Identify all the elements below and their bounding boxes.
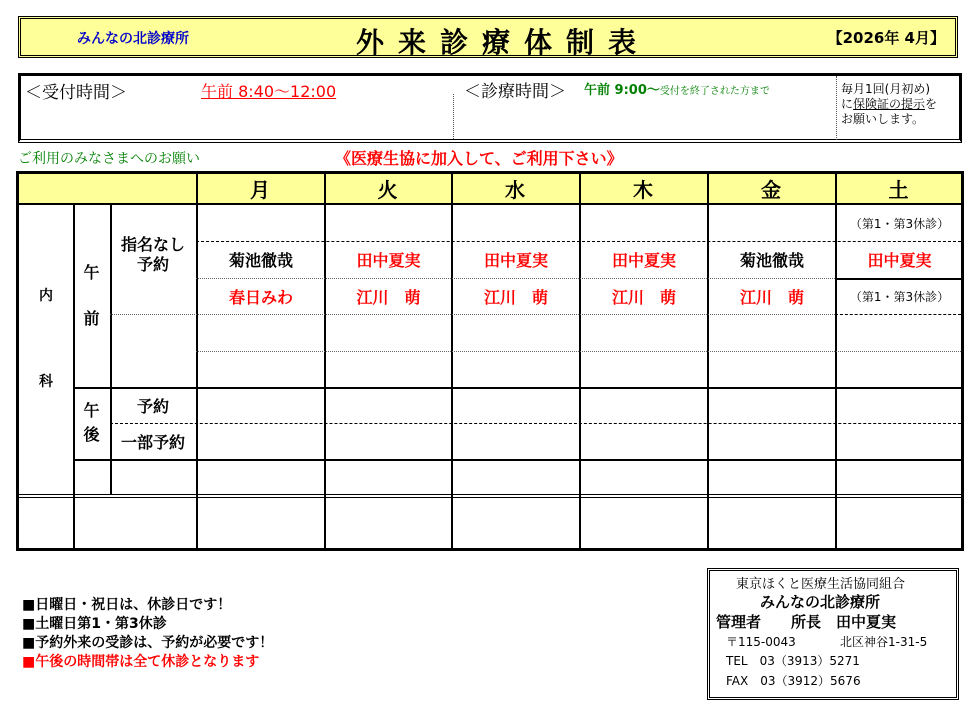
clinic-name: みんなの北診療所	[77, 31, 189, 47]
fax: FAX 03（3912）5676	[726, 674, 861, 688]
section-divider	[19, 494, 961, 498]
hours-box	[18, 73, 962, 143]
day-header-1: 火	[377, 178, 398, 202]
day-header-0: 月	[250, 178, 270, 202]
day-header-3: 木	[633, 178, 653, 202]
grid-line	[73, 387, 961, 389]
schedule-note: （第1・第3休診）	[849, 289, 950, 304]
doctor-name: 菊池徹哉	[228, 251, 293, 270]
doctor-name: 田中夏実	[611, 251, 676, 270]
note-item: ■予約外来の受診は、予約が必要です！	[22, 635, 274, 651]
title-banner	[18, 16, 958, 58]
afternoon-label: 後	[83, 425, 100, 444]
insurance-note: 毎月1回(月初め) に保険証の提示を お願いします。	[841, 82, 938, 126]
note-item: ■午後の時間帯は全て休診となります	[22, 654, 260, 670]
grid-line	[324, 174, 326, 549]
doctor-name: 江川 萌	[483, 287, 548, 307]
reception-hours-label: ＜受付時間＞	[25, 83, 127, 103]
tel: TEL 03（3913）5271	[726, 654, 860, 668]
day-header-4: 金	[761, 178, 781, 202]
grid-line	[196, 351, 961, 352]
divider	[836, 76, 837, 140]
note-item: ■土曜日第1・第3休診	[22, 616, 167, 632]
day-header-2: 水	[505, 178, 525, 202]
clinic-name: みんなの北診療所	[760, 593, 881, 611]
manager: 管理者 所長 田中夏実	[716, 613, 897, 631]
afternoon-label: 午	[83, 401, 100, 420]
afternoon-type-label: 予約	[136, 396, 169, 416]
divider	[453, 94, 454, 139]
grid-line	[835, 314, 961, 315]
doctor-name: 江川 萌	[611, 287, 676, 307]
request-label: ご利用のみなさまへのお願い	[18, 151, 200, 167]
department-label: 内	[39, 288, 53, 304]
department-label: 科	[39, 374, 53, 390]
consult-hours-value: 午前 9:00〜受付を終了された方まで	[584, 83, 770, 98]
doctor-name: 江川 萌	[356, 287, 421, 307]
address-box	[707, 568, 959, 700]
morning-label: 午	[83, 262, 100, 282]
grid-line	[579, 174, 581, 549]
schedule-date: 【2026年 4月】	[827, 29, 945, 47]
day-header-5: 土	[888, 178, 909, 202]
doctor-name: 江川 萌	[739, 287, 804, 307]
page-title: 外来診療体制表	[356, 26, 651, 59]
grid-line	[73, 459, 961, 461]
grid-line	[707, 174, 709, 549]
doctor-name: 春日みわ	[228, 287, 293, 307]
grid-line	[451, 174, 453, 549]
doctor-name: 田中夏実	[867, 251, 932, 270]
street-address: 北区神谷1-31-5	[840, 635, 928, 649]
grid-line	[196, 174, 198, 549]
doctor-name: 田中夏実	[483, 251, 548, 270]
morning-type-label: 指名なし予約	[120, 235, 185, 274]
consult-hours-label: ＜診療時間＞	[464, 82, 566, 102]
schedule-table	[16, 171, 964, 551]
note-item: ■日曜日・祝日は、休診日です！	[22, 597, 232, 613]
header-divider	[19, 203, 961, 205]
coop-slogan: 《医療生協に加入して、ご利用下さい》	[335, 149, 623, 168]
notes-list	[22, 596, 273, 672]
doctor-name: 田中夏実	[356, 251, 421, 270]
morning-label: 前	[83, 308, 100, 328]
postal-code: 〒115-0043	[726, 635, 796, 649]
afternoon-type-label: 一部予約	[120, 432, 185, 452]
schedule-note: （第1・第3休診）	[849, 216, 950, 231]
reception-hours-value: 午前 8:40〜12:00	[201, 82, 337, 101]
grid-line	[110, 314, 835, 315]
doctor-name: 菊池徹哉	[739, 251, 804, 270]
grid-line	[110, 423, 961, 424]
org-name: 東京ほくと医療生活協同組合	[736, 577, 906, 592]
